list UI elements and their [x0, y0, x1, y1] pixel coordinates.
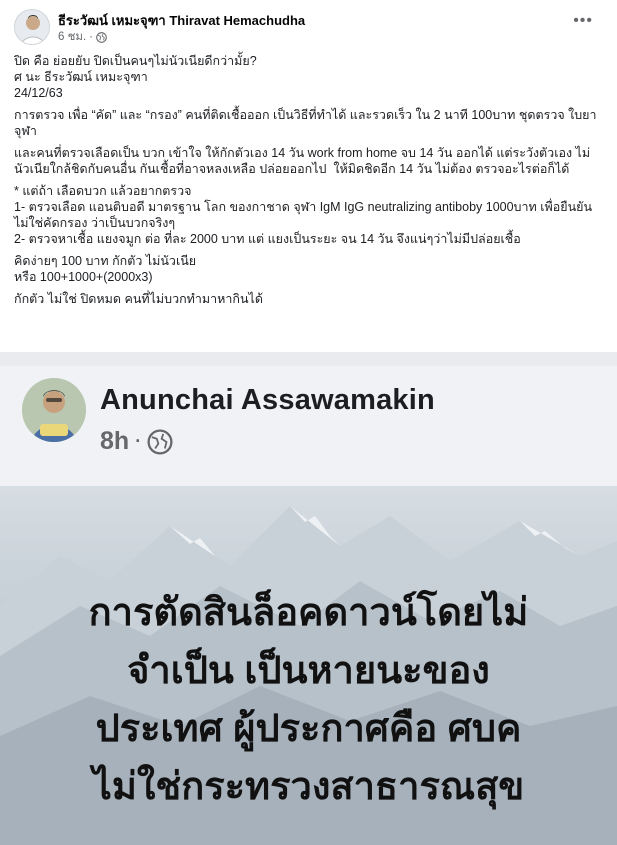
post-paragraph: ปิด คือ ย่อยยับ ปิดเป็นคนๆไม่นัวเนียดีกว่ามั้ย? ศ นะ ธีระวัฒน์ เหมะจุฑา 24/12/63 [14, 54, 257, 100]
headline-line: จำเป็น เป็นหายนะของ [127, 650, 490, 692]
post-paragraph: การตรวจ เพื่อ “คัด” และ “กรอง” คนที่ติดเชื้อออก เป็นวิธีที่ทำได้ และรวดเร็ว ใน 2 นาที 100บาท ชุดตรวจ ใบยา จุฬา [14, 108, 601, 138]
headline-line: การตัดสินล็อคดาวน์โดยไม่ [88, 592, 529, 634]
post-paragraph: คิดง่ายๆ 100 บาท กักตัว ไม่นัวเนีย หรือ 100+1000+(2000x3) [14, 254, 197, 284]
post-author-name[interactable]: ธีระวัฒน์ เหมะจุฑา Thiravat Hemachudha [58, 13, 306, 28]
mountain-background-image [0, 486, 617, 845]
post-timestamp[interactable]: 6 ชม. [58, 31, 87, 43]
shared-post-meta [100, 427, 173, 456]
shared-timestamp[interactable]: 8h [100, 427, 130, 455]
facebook-post [0, 0, 617, 352]
shared-post-header [0, 366, 617, 486]
public-globe-icon [96, 32, 107, 43]
headline-line: ประเทศ ผู้ประกาศคือ ศบค [95, 708, 522, 750]
shared-author-avatar[interactable] [22, 378, 86, 442]
post-body [14, 53, 609, 307]
more-options-icon[interactable]: ••• [573, 12, 593, 29]
post-paragraph: กักตัว ไม่ใช่ ปิดหมด คนที่ไม่บวกทำมาหากินได้ [14, 292, 263, 306]
post-paragraph: * แต่ถ้า เลือดบวก แล้วอยากตรวจ 1- ตรวจเลือด แอนติบอดี มาตรฐาน โลก ของกาชาด จุฬา IgM IgG neutralizing antiboby 1000บาท เพื่อยืนยันไม่ใช่คัดกรอง ว่าเป็นบวกจริงๆ 2- ตรวจหาเชื้อ แยงจมูก ต่อ ที่ละ 2000 บาท แต่ แยงเป็นระยะ จน 14 วัน จึงแน่ๆว่าไม่มีปล่อยเชื้อ [14, 184, 592, 246]
public-globe-icon [147, 429, 173, 455]
headline-text [0, 584, 617, 816]
post-meta: 6 ชม. · [58, 28, 107, 46]
author-avatar[interactable] [14, 9, 50, 45]
meta-separator: · [135, 431, 142, 451]
shared-author-name[interactable]: Anunchai Assawamakin [100, 384, 435, 416]
post-paragraph: และคนที่ตรวจเลือดเป็น บวก เข้าใจ ให้กักตัวเอง 14 วัน work from home จบ 14 วัน ออกได้ แต่ระวังตัวเอง ไม่นัวเนียใกล้ชิดกับคนอื่น กันเชื้อที่อาจหลงเหลือ ปล่อยออกไป ให้มิดชิดอีก 14 วัน ไม่ต้อง ตรวจอะไรต่อก็ได้ [14, 146, 591, 176]
shared-screenshot[interactable] [0, 366, 617, 845]
headline-line: ไม่ใช่กระทรวงสาธารณสุข [92, 766, 525, 808]
